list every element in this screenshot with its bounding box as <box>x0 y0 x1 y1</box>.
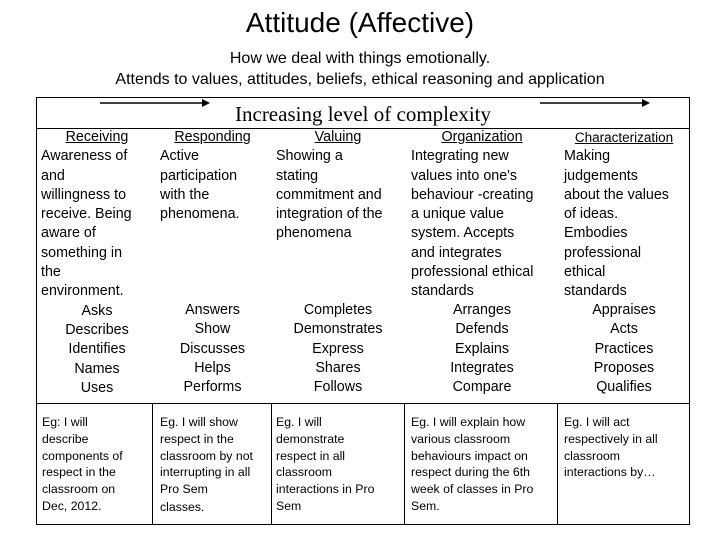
level-description: Making judgements about the values of ideas. Embodies professional ethical standards <box>564 148 669 300</box>
example-receiving: Eg: I will describe components of respect in the classroom on Dec, 2012. <box>42 415 123 513</box>
example-col-divider-3 <box>404 403 405 524</box>
complexity-label: Increasing level of complexity <box>235 102 491 126</box>
level-verbs: Asks Describes Identifies Names Uses <box>65 302 129 396</box>
column-valuing <box>273 128 403 396</box>
page-title: Attitude (Affective) <box>245 7 475 38</box>
column-characterization <box>560 128 688 396</box>
example-valuing: Eg. I will demonstrate respect in all classroom interactions in Pro Sem <box>276 415 375 513</box>
example-divider <box>37 403 689 404</box>
level-description: Integrating new values into one's behaviour -creating a unique value system. Accepts and integrates professional ethical standards <box>411 148 534 300</box>
level-description: Showing a stating commitment and integration of the phenomena <box>276 148 383 242</box>
level-verbs: Completes Demonstrates Express Shares Follows <box>293 302 383 396</box>
column-receiving <box>41 128 153 398</box>
level-verbs: Appraises Acts Practices Proposes Qualifies <box>592 302 656 396</box>
level-name: Responding <box>174 129 251 145</box>
level-name: Receiving <box>65 129 129 145</box>
example-col-divider-1 <box>152 403 153 524</box>
example-characterization: Eg. I will act respectively in all classroom interactions by… <box>564 415 658 480</box>
level-verbs: Answers Show Discusses Helps Performs <box>179 302 246 396</box>
level-name: Valuing <box>314 129 362 145</box>
level-name: Organization <box>441 129 523 145</box>
level-verbs: Arranges Defends Explains Integrates Compare <box>450 302 514 396</box>
subtitle-definition: How we deal with things emotionally. <box>229 50 491 67</box>
subtitle-scope: Attends to values, attitudes, beliefs, ethical reasoning and application <box>115 71 605 88</box>
column-organization <box>408 128 556 396</box>
level-description: Awareness of and willingness to receive. Being aware of something in the environment. <box>41 148 132 300</box>
example-organization: Eg. I will explain how various classroom behaviours impact on respect during the 6th week of classes in Pro Sem. <box>411 415 534 513</box>
level-name: Characterization <box>574 130 674 145</box>
level-description: Active participation with the phenomena. <box>160 148 240 223</box>
example-responding: Eg. I will show respect in the classroom by not interrupting in all Pro Sem classes. <box>160 415 253 514</box>
column-responding <box>155 128 270 396</box>
